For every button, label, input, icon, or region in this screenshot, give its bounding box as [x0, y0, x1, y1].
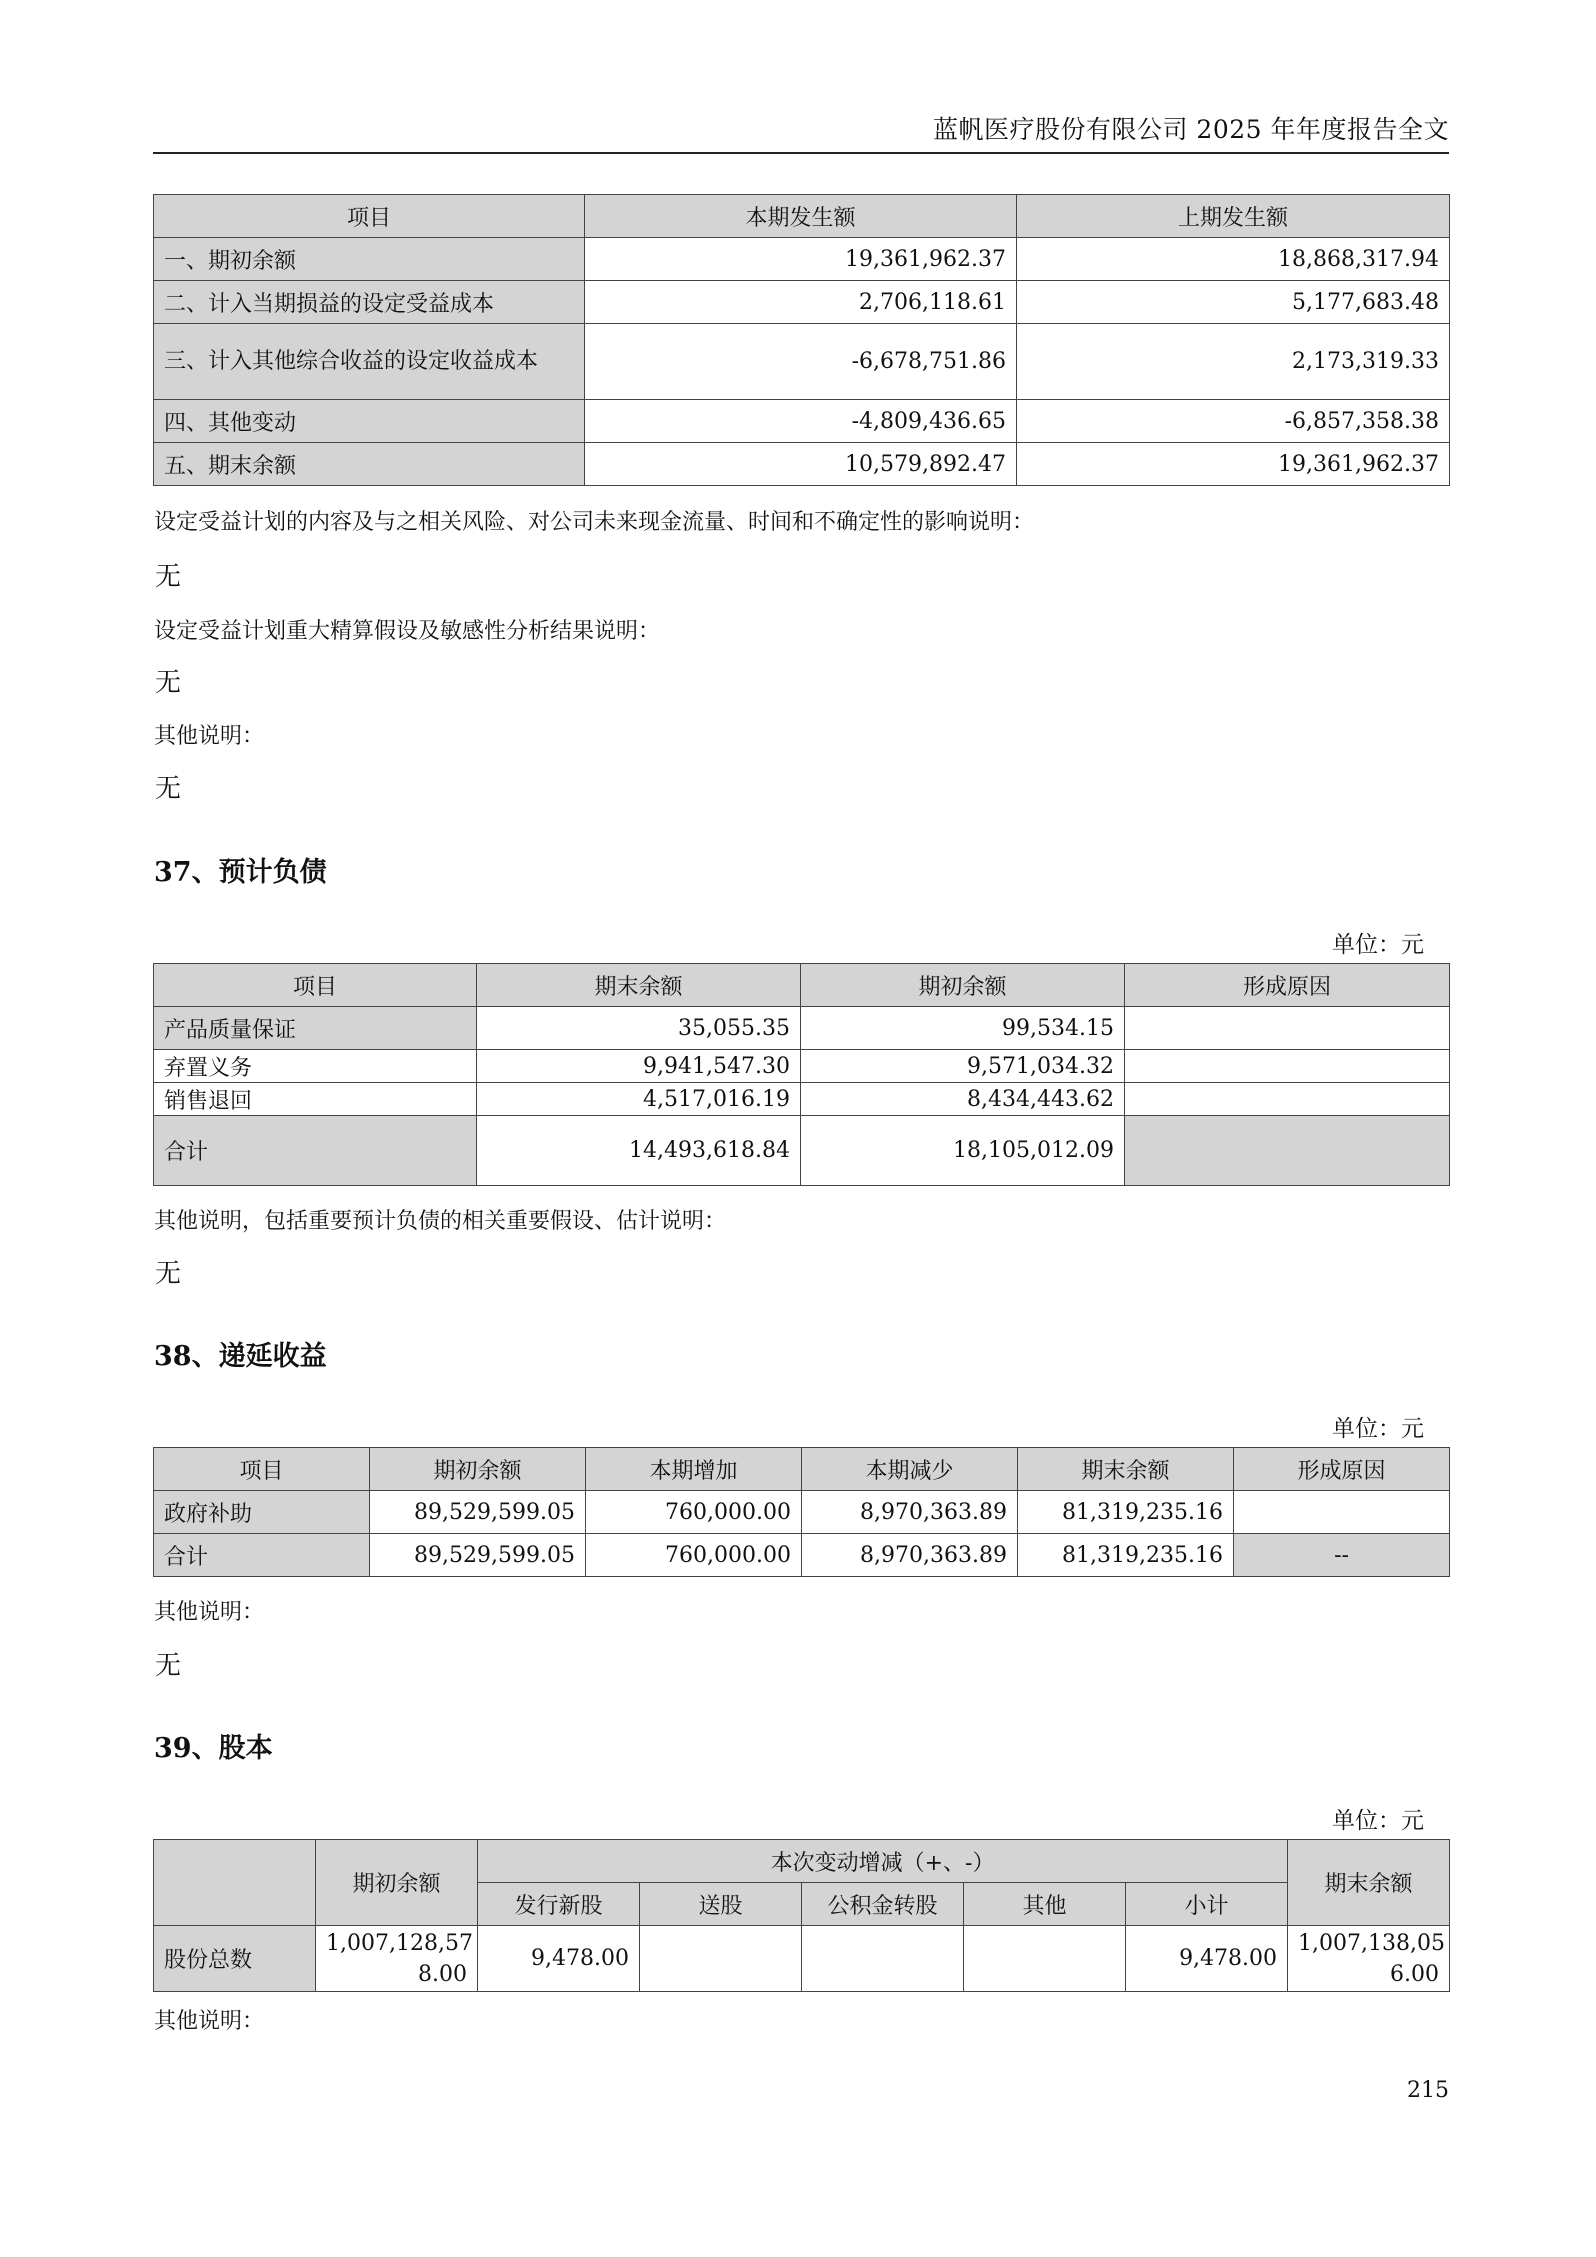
cell-reason [1234, 1491, 1450, 1534]
table-row [154, 324, 1450, 400]
table-header: 上期发生额 [1017, 195, 1450, 238]
cell-opening-line: 8.00 [418, 1961, 467, 1987]
table-row [154, 281, 1450, 324]
risk-description-value: 无 [155, 562, 182, 592]
table-header: 本期减少 [802, 1448, 1018, 1491]
table-subheader: 小计 [1126, 1883, 1288, 1926]
report-header-title: 蓝帆医疗股份有限公司 2025 年年度报告全文 [932, 115, 1449, 144]
other-notes-value: 无 [155, 774, 182, 804]
table-header: 期末余额 [477, 964, 801, 1007]
table-header: 项目 [154, 964, 477, 1007]
table-subheader: 送股 [640, 1883, 802, 1926]
actuarial-assumptions-value: 无 [155, 668, 182, 698]
row-label: 股份总数 [154, 1926, 316, 1992]
unit-label: 单位：元 [1332, 1416, 1424, 1442]
row-label: 二、计入当期损益的设定受益成本 [154, 281, 585, 324]
cell-opening: 89,529,599.05 [370, 1491, 586, 1534]
cell-decrease: 8,970,363.89 [802, 1491, 1018, 1534]
cell-opening: 18,105,012.09 [801, 1116, 1125, 1186]
cell-current: 2,706,118.61 [585, 281, 1017, 324]
cell-opening: 89,529,599.05 [370, 1534, 586, 1577]
cell-opening: 8,434,443.62 [801, 1083, 1125, 1116]
section-37-title: 37、预计负债 [154, 857, 327, 888]
cell-opening: 99,534.15 [801, 1007, 1125, 1050]
deferred-income-note-label: 其他说明： [154, 1600, 265, 1625]
cell-opening-line: 1,007,128,57 [326, 1930, 473, 1956]
cell-increase: 760,000.00 [586, 1534, 802, 1577]
cell-opening [316, 1926, 478, 1992]
cell-closing: 9,941,547.30 [477, 1050, 801, 1083]
cell-reason [1125, 1083, 1450, 1116]
cell-current: 10,579,892.47 [585, 443, 1017, 486]
cell-prior: 19,361,962.37 [1017, 443, 1450, 486]
cell-opening: 9,571,034.32 [801, 1050, 1125, 1083]
cell-prior: 2,173,319.33 [1017, 324, 1450, 400]
share-capital-note-label: 其他说明： [154, 2009, 265, 2034]
row-label: 合计 [154, 1534, 370, 1577]
share-capital-table [153, 1839, 1450, 1992]
table-header: 期初余额 [801, 964, 1125, 1007]
cell-reason [1125, 1050, 1450, 1083]
cell-subtotal: 9,478.00 [1126, 1926, 1288, 1992]
row-label: 四、其他变动 [154, 400, 585, 443]
provisions-table [153, 963, 1450, 1186]
table-header: 项目 [154, 195, 585, 238]
table-header: 项目 [154, 1448, 370, 1491]
cell-prior: 5,177,683.48 [1017, 281, 1450, 324]
cell-decrease: 8,970,363.89 [802, 1534, 1018, 1577]
section-38-title: 38、递延收益 [154, 1341, 327, 1372]
cell-current: 19,361,962.37 [585, 238, 1017, 281]
table-subheader: 其他 [964, 1883, 1126, 1926]
section-39-title: 39、股本 [154, 1733, 273, 1764]
row-label: 一、期初余额 [154, 238, 585, 281]
page-number: 215 [1407, 2078, 1449, 2103]
cell-closing: 81,319,235.16 [1018, 1534, 1234, 1577]
table-header: 期末余额 [1288, 1840, 1450, 1926]
cell-closing: 4,517,016.19 [477, 1083, 801, 1116]
table-header: 本期发生额 [585, 195, 1017, 238]
cell-bonus [640, 1926, 802, 1992]
table-row [154, 443, 1450, 486]
cell-new-shares: 9,478.00 [478, 1926, 640, 1992]
cell-prior: 18,868,317.94 [1017, 238, 1450, 281]
table-subheader: 公积金转股 [802, 1883, 964, 1926]
table-row [154, 1116, 1450, 1186]
provisions-note-label: 其他说明，包括重要预计负债的相关重要假设、估计说明： [154, 1209, 727, 1234]
risk-description-label: 设定受益计划的内容及与之相关风险、对公司未来现金流量、时间和不确定性的影响说明： [154, 510, 1035, 535]
deferred-income-table [153, 1447, 1450, 1577]
table-row [154, 238, 1450, 281]
table-subheader: 发行新股 [478, 1883, 640, 1926]
table-row [154, 1491, 1450, 1534]
header-rule [153, 152, 1449, 154]
cell-closing-line: 6.00 [1390, 1961, 1440, 1987]
cell-closing [1288, 1926, 1450, 1992]
cell-closing: 35,055.35 [477, 1007, 801, 1050]
cell-other [964, 1926, 1126, 1992]
cell-reason: -- [1234, 1534, 1450, 1577]
cell-reserve [802, 1926, 964, 1992]
row-label: 政府补助 [154, 1491, 370, 1534]
table-header: 期初余额 [370, 1448, 586, 1491]
cell-reason [1125, 1007, 1450, 1050]
cell-closing: 14,493,618.84 [477, 1116, 801, 1186]
table-header-blank [154, 1840, 316, 1926]
deferred-income-note-value: 无 [155, 1651, 182, 1681]
table-row [154, 1534, 1450, 1577]
table-row [154, 1083, 1450, 1116]
table-header: 本期增加 [586, 1448, 802, 1491]
table-header: 期末余额 [1018, 1448, 1234, 1491]
row-label: 五、期末余额 [154, 443, 585, 486]
cell-prior: -6,857,358.38 [1017, 400, 1450, 443]
table-header: 形成原因 [1125, 964, 1450, 1007]
table-row [154, 400, 1450, 443]
cell-current: -4,809,436.65 [585, 400, 1017, 443]
cell-closing-line: 1,007,138,05 [1298, 1930, 1445, 1956]
table-row [154, 1050, 1450, 1083]
actuarial-assumptions-label: 设定受益计划重大精算假设及敏感性分析结果说明： [154, 619, 661, 644]
row-label: 产品质量保证 [154, 1007, 477, 1050]
cell-current: -6,678,751.86 [585, 324, 1017, 400]
other-notes-label: 其他说明： [154, 724, 265, 749]
table-header: 形成原因 [1234, 1448, 1450, 1491]
cell-increase: 760,000.00 [586, 1491, 802, 1534]
row-label: 合计 [154, 1116, 477, 1186]
row-label: 弃置义务 [154, 1050, 477, 1083]
cell-closing: 81,319,235.16 [1018, 1491, 1234, 1534]
table-row [154, 1926, 1450, 1992]
row-label: 销售退回 [154, 1083, 477, 1116]
table-row [154, 1007, 1450, 1050]
unit-label: 单位：元 [1332, 1808, 1424, 1834]
row-label: 三、计入其他综合收益的设定收益成本 [154, 324, 585, 400]
table-header: 期初余额 [316, 1840, 478, 1926]
unit-label: 单位：元 [1332, 932, 1424, 958]
provisions-note-value: 无 [155, 1259, 182, 1289]
cell-reason [1125, 1116, 1450, 1186]
table-header-group: 本次变动增减（+、-） [478, 1840, 1288, 1883]
defined-benefit-table [153, 194, 1450, 486]
